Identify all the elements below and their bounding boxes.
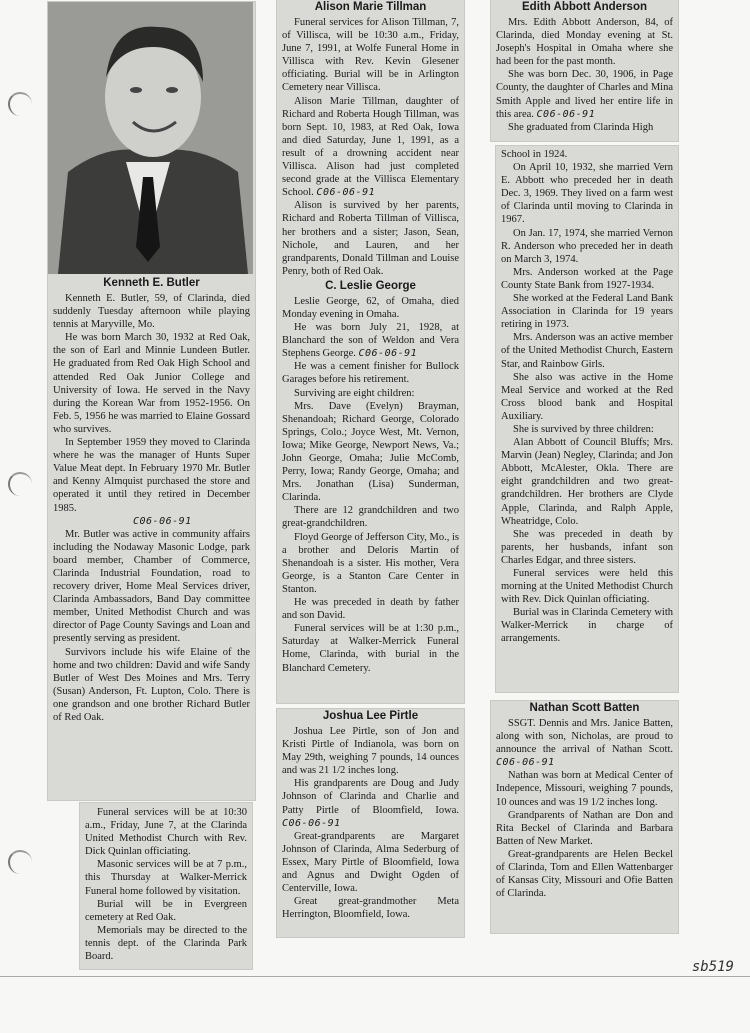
tillman-date-stamp: C06-06-91 [316,187,376,199]
anderson-paragraph: She was preceded in death by parents, her husbands, infant son Charles Edgar, and three sisters. [501,528,673,566]
george-paragraph: Funeral services will be at 1:30 p.m., Saturday at Walker-Merrick Funeral Home, Clarinda, with burial in the Blanchard Cemetery. [282,623,459,674]
anderson-paragraph: On Jan. 17, 1974, she married Vernon R. Anderson who preceded her in death on March 3, 1974. [501,227,673,265]
batten-paragraph [496,717,673,769]
pirtle-paragraph [282,777,459,829]
butler-paragraph: Kenneth E. Butler, 59, of Clarinda, died suddenly Tuesday afternoon while playing tennis at Maryville, Mo. [53,293,250,331]
punch-hole-bottom [8,850,32,874]
pirtle-paragraph: Great great-grandmother Meta Herrington, Bloomfield, Iowa. [282,896,459,921]
george-paragraph: Mrs. Dave (Evelyn) Brayman, Shenandoah; Richard George, Colorado Springs, Colo.; Joyce West, Mt. Vernon, Iowa; Mike George, Newport News, Va.; John George, Omaha; Julie McComb, Perry, Iowa; Randy George, Omaha; and Mrs. Jonathan (Lisa) Sunderman, Clarinda. [282,400,459,504]
butler-paragraph: In September 1959 they moved to Clarinda where he was the manager of Hunts Super Value Meat dept. In February 1970 Mr. Butler and Kenny Almquist purchased the store and operated it until they retired in December 1985. [53,437,250,514]
butler-paragraph: He was born March 30, 1932 at Red Oak, the son of Earl and Minnie Lundeen Butler. He graduated from Red Oak High School and attended Red Oak Junior College and University of Iowa. He served in the Navy during the Korean War from 1952-1956. On Feb. 5, 1956 he was married to Elaine Gossard who survives. [53,332,250,435]
butler-paragraph: Survivors include his wife Elaine of the home and two children: David and wife Sandy Butler of West Des Moines and Mrs. Terry (Susan) Anderson, Ft. Lupton, Colo. There is one grandson and one brother Richard Butler of Red Oak. [53,646,250,723]
george-paragraph: Surviving are eight children: [294,387,415,399]
anderson-name-heading: Edith Abbott Anderson [522,1,647,13]
anderson-paragraph: Funeral services were held this morning at the United Methodist Church with Rev. Dick Quinlan officiating. [501,568,673,606]
butler-name-heading: Kenneth E. Butler [103,277,200,289]
portrait-photo-illustration [48,2,253,274]
george-paragraph [282,321,459,360]
george-date-stamp: C06-06-91 [358,348,418,360]
anderson-paragraph: She worked at the Federal Land Bank Association in Clarinda for 19 years retiring in 1973. [501,293,673,331]
batten-paragraph: Nathan was born at Medical Center of Indepence, Missouri, weighing 7 pounds, 10 ounces and was 19 1/2 inches long. [496,770,673,808]
tillman-george-clipping [277,0,464,703]
george-paragraph: Leslie George, 62, of Omaha, died Monday evening in Omaha. [282,295,459,320]
page-bottom-edge [0,976,750,977]
anderson-paragraph: School in 1924. [501,149,568,160]
batten-name-heading: Nathan Scott Batten [529,702,640,714]
anderson-paragraph: Mrs. Anderson worked at the Page County State Bank from 1927-1934. [501,266,673,291]
george-paragraph: There are 12 grandchildren and two great-grandchildren. [282,505,459,530]
anderson-paragraph: Alan Abbott of Council Bluffs; Mrs. Marvin (Jean) Negley, Clarinda; and Jon Abbott, McAlester, Okla. There are eight grandchildren and two great-grandchildren. Her brothers are Clyde Apple, Clarinda, and Ralph Apple, Wheatridge, Colo. [501,437,673,527]
batten-paragraph: Great-grandparents are Helen Beckel of Clarinda, Tom and Ellen Wattenbarger of Kansas City, Missouri and Ofie Batten of Clarinda. [496,848,673,900]
pirtle-paragraph: Joshua Lee Pirtle, son of Jon and Kristi Pirtle of Indianola, was born on May 29th, weighing 7 pounds, 14 ounces and was 21 1/2 inches long. [282,726,459,777]
tillman-paragraph-text: Alison Marie Tillman, daughter of Richard and Roberta Hough Tillman, was born Sept. 10, 1983, at Red Oak, Iowa and died Saturday, June 1, 1991, as a result of a drowning accident near Villisca. Alison had just completed second grade at the Villisca Elementary School. [282,95,459,199]
butler-obituary-clipping [48,2,255,800]
punch-hole-middle [8,472,32,496]
george-paragraph: He was preceded in death by father and son David. [282,597,459,622]
anderson-paragraph: She graduated from Clarinda High [508,121,654,133]
butler-date-stamp: C06-06-91 [133,515,192,527]
butler-funeral-paragraph: Funeral services will be at 10:30 a.m., Friday, June 7, at the Clarinda United Methodist Church with Rev. Dick Quinlan officiating. [85,807,247,858]
pirtle-paragraph: Great-grandparents are Margaret Johnson of Clarinda, Alma Sederburg of Essex, Mary Pirtle of Bloomfield, Iowa and Agnus and Dwight Ogden of Centerville, Iowa. [282,830,459,895]
anderson-paragraph [496,68,673,120]
butler-funeral-clipping [80,803,252,969]
batten-paragraph-text: SSGT. Dennis and Mrs. Janice Batten, along with son, Nicholas, are proud to announce the arrival of Nathan Scott. [496,718,673,756]
butler-funeral-paragraph: Memorials may be directed to the tennis dept. of the Clarinda Park Board. [85,924,247,963]
george-paragraph: He was a cement finisher for Bullock Garages before his retirement. [282,361,459,386]
pirtle-date-stamp: C06-06-91 [282,817,341,829]
tillman-paragraph: Funeral services for Alison Tillman, 7, of Villisca, will be 10:30 a.m., Friday, June 7, 1991, at Wolfe Funeral Home in Villisca with Rev. Kevin Glesener officiating. Burial will be in Arlington Cemetery near Villisca. [282,17,459,94]
anderson-date-stamp: C06-06-91 [536,108,596,120]
punch-hole-top [8,92,32,116]
anderson-obituary-clipping-top [491,0,678,141]
anderson-paragraph: Burial was in Clarinda Cemetery with Walker-Merrick in charge of arrangements. [501,607,673,645]
anderson-paragraph: On April 10, 1932, she married Vern E. Abbott who preceded her in death Dec. 3, 1969. They lived on a farm west of Clarinda until moving to Clarinda in 1967. [501,162,673,226]
anderson-obituary-clipping-bottom [496,146,678,692]
anderson-paragraph: She also was active in the Home Meal Service and worked at the Red Cross blood bank and Hospital Auxiliary. [501,371,673,422]
butler-funeral-paragraph: Masonic services will be at 7 p.m., this Thursday at Walker-Merrick Funeral home followed by visitation. [85,859,247,897]
george-paragraph: Floyd George of Jefferson City, Mo., is a brother and Deloris Martin of Shenandoah is a sister. His mother, Vera George, is a Stanton Care Center in Stanton. [282,531,459,595]
tillman-paragraph [282,95,459,200]
anderson-paragraph: Mrs. Anderson was an active member of the United Methodist Church, Eastern Star, and Rainbow Girls. [501,332,673,370]
butler-paragraph: Mr. Butler was active in community affairs including the Nodaway Masonic Lodge, park board member, Chamber of Commerce, Clarinda Industrial Foundation, road to recovery driver, Home Meal Services driver, Clarinda Ambassadors, Band Day committee member, United Methodist Church and was director of Page County Savings and Loan and presently serving as president. [53,528,250,645]
anderson-paragraph: She is survived by three children: [513,423,654,435]
anderson-paragraph-text: She was born Dec. 30, 1906, in Page County, the daughter of Charles and Mina Smith Apple and lived her entire life in this area. [496,69,673,120]
pirtle-paragraph-text: His grandparents are Doug and Judy Johnson of Clarinda and Charlie and Patty Pirtle of Bloomfield, Iowa. [282,778,459,816]
batten-birth-clipping [491,701,678,933]
butler-funeral-paragraph: Burial will be in Evergreen cemetery at Red Oak. [85,898,247,923]
pirtle-name-heading: Joshua Lee Pirtle [322,710,419,722]
tillman-paragraph: Alison is survived by her parents, Richard and Roberta Tillman of Villisca, her brothers and a sister; Jason, Sean, Nichole, and Lauren, and her grandparents, Donald Tillman and Louise Penry, both of Red Oak. [282,200,459,277]
pirtle-birth-clipping [277,709,464,937]
page-note-handwritten: sb519 [691,959,734,975]
batten-paragraph: Grandparents of Nathan are Don and Rita Beckel of Clarinda and Barbara Batten of New Market. [496,809,673,847]
george-name-heading: C. Leslie George [325,279,416,292]
tillman-name-heading: Alison Marie Tillman [314,1,427,13]
george-paragraph-text: He was born July 21, 1928, at Blanchard the son of Weldon and Vera Stephens George. [282,322,459,360]
portrait-photo [48,2,253,274]
anderson-paragraph: Mrs. Edith Abbott Anderson, 84, of Clarinda, died Monday evening at St. Joseph's Hospital in Omaha where she had been for the past month. [496,17,673,68]
batten-date-stamp: C06-06-91 [496,757,555,769]
